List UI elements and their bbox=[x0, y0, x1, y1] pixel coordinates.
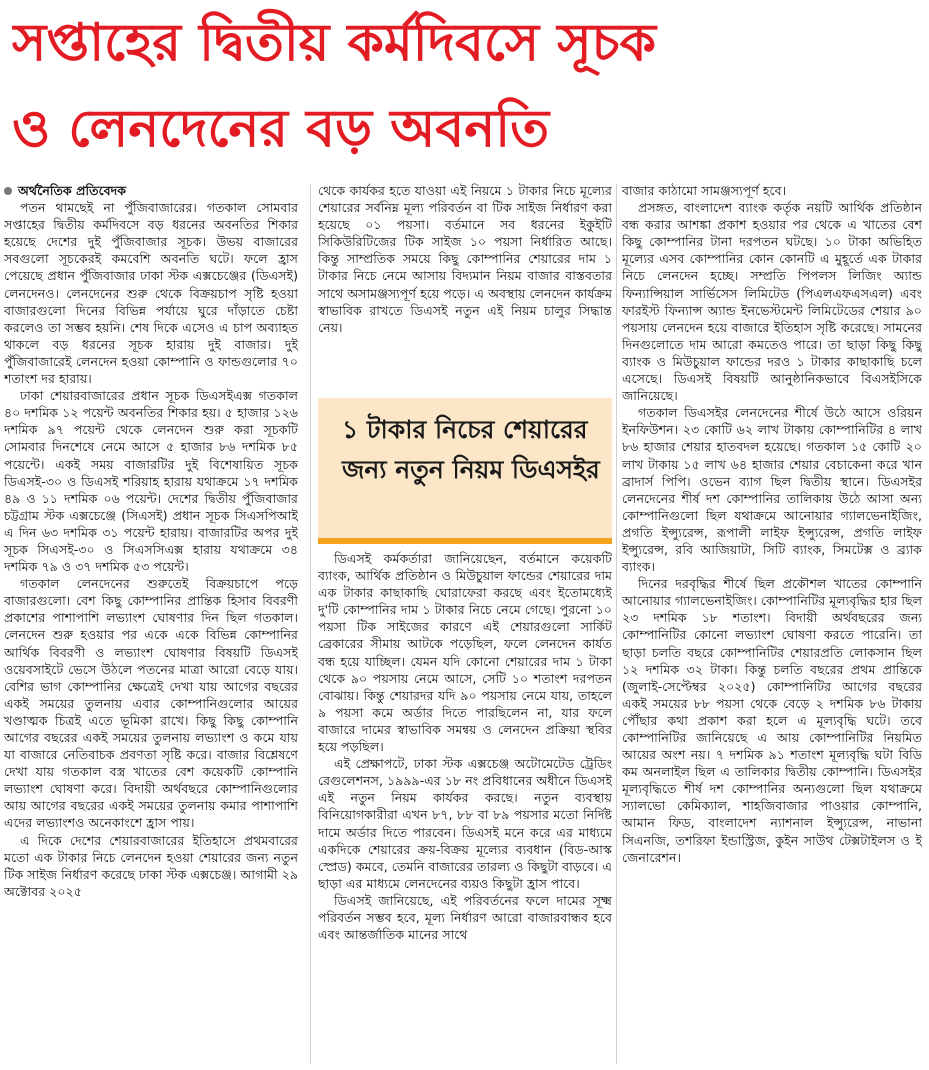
column-divider bbox=[616, 184, 617, 1064]
paragraph: ডিএসই জানিয়েছে, এই পরিবর্তনের ফলে দামের সূক্ষ্ম পরিবর্তন সম্ভব হবে, মূল্য নির্ধারণ আরো বাজারবান্ধব হবে এবং আন্তর্জাতিক মানের সাথে bbox=[318, 892, 612, 943]
headline bbox=[6, 0, 923, 180]
column-2-top-text bbox=[318, 182, 612, 336]
column-2-bottom-text bbox=[318, 550, 612, 1066]
paragraph: গতকাল ডিএসইর লেনদেনের শীর্ষে উঠে আসে ওরিয়ন ইনফিউশন। ২৩ কোটি ৬২ লাখ টাকায় কোম্পানিটির ৪ লাখ ৮৬ হাজার শেয়ার হাতবদল হয়েছে। গতকাল ১৫ কোটি ২০ লাখ টাকায় ১৫ লাখ ৬৪ হাজার শেয়ার বেচাকেনা করে খান ব্রাদার্স পিপি। ওভেন ব্যাগ ছিল দ্বিতীয় স্থানে। ডিএসইর লেনদেনের শীর্ষ দশ কোম্পানির তালিকায় উঠে আসা অন্য কোম্পানিগুলো ছিল যথাক্রমে আনোয়ার গ্যালভেনাইজিং, প্রগতি ইন্স্যুরেন্স, রূপালী লাইফ ইন্স্যুরেন্স, প্রগতি লাইফ ইন্স্যুরেন্স, রবি আজিয়াটা, সিটি ব্যাংক, সিমটেক্স ও ব্র্যাক ব্যাংক। bbox=[622, 405, 922, 575]
paragraph: এই প্রেক্ষাপটে, ঢাকা স্টক এক্সচেঞ্জ অটোমেটেড ট্রেডিং রেগুলেশনস, ১৯৯৯-এর ১৮ নং প্রবিধানের অধীনে ডিএসই এই নতুন নিয়ম কার্যকর করছে। নতুন ব্যবস্থায় বিনিয়োগকারীরা এখন ৮৭, ৮৮ বা ৮৯ পয়সার মতো নির্দিষ্ট দামে অর্ডার দিতে পারবেন। ডিএসই মনে করে এর মাধ্যমে একদিকে শেয়ারের ক্রয়-বিক্রয় মূল্যের ব্যবধান (বিড-আস্ক স্প্রেড) কমবে, তেমনি বাজারের তারল্য ও কিছুটা বাড়বে। এ ছাড়া এর মাধ্যমে লেনদেনের ব্যয়ও কিছুটা হ্রাস পাবে। bbox=[318, 756, 612, 891]
article-column-1 bbox=[4, 182, 298, 1066]
headline-line-1: সপ্তাহের দ্বিতীয় কর্মদিবসে সূচক bbox=[12, 13, 657, 73]
article-column-2 bbox=[318, 182, 612, 1066]
article-column-3 bbox=[622, 182, 922, 1066]
paragraph: প্রসঙ্গত, বাংলাদেশ ব্যাংক কর্তৃক নয়টি আর্থিক প্রতিষ্ঠান বন্ধ করার আশঙ্কা প্রকাশ হওয়ার পর থেকে এ খাতের বেশ কিছু কোম্পানির টানা দরপতন ঘটছে। ১০ টাকা অভিহিত মূল্যের এসব কোম্পানির কোন কোনটি এ মুহূর্তে এক টাকার নিচে লেনদেন হচ্ছে। সম্প্রতি পিপলস লিজিং অ্যান্ড ফিন্যান্সিয়াল সার্ভিসেস লিমিটেড (পিএলএফএসএল) এবং ফারইস্ট ফিন্যান্স অ্যান্ড ইনভেস্টমেন্ট লিমিটেডের শেয়ার ৯০ পয়সায় লেনদেন হয়ে বাজারে ইতিহাস সৃষ্টি করেছে। সামনের দিনগুলোতে দাম আরো কমতেও পারে। তা ছাড়া কিছু কিছু ব্যাংক ও মিউচুয়াল ফান্ডের দরও ১ টাকার কাছাকাছি চলে এসেছে। ডিএসই বিষয়টি আনুষ্ঠানিকভাবে বিএসইসিকে জানিয়েছে। bbox=[622, 200, 922, 404]
column-divider bbox=[310, 184, 311, 1064]
paragraph: বাজার কাঠামো সামঞ্জস্যপূর্ণ হবে। bbox=[622, 183, 787, 198]
paragraph: ঢাকা শেয়ারবাজারের প্রধান সূচক ডিএসইএক্স গতকাল ৪০ দশমিক ১২ পয়েন্ট অবনতির শিকার হয়। ৫ হাজার ১২৬ দশমিক ৯৭ পয়েন্ট থেকে লেনদেন শুরু করা সূচকটি সোমবার দিনশেষে নেমে আসে ৫ হাজার ৮৬ দশমিক ৮৫ পয়েন্টে। একই সময় বাজারটির দুই বিশেষায়িত সূচক ডিএসই-৩০ ও ডিএসই শরিয়াহ হারায় যথাক্রমে ১৭ দশমিক ৪৯ ও ১১ দশমিক ০৬ পয়েন্ট। দেশের দ্বিতীয় পুঁজিবাজার চট্টগ্রাম স্টক এক্সচেঞ্জে (সিএসই) প্রধান সূচক সিএসপিআই এ দিন ৬৩ দশমিক ৩১ পয়েন্ট হারায়। বাজারটির অপর দুই সূচক সিএসই-৩০ ও সিএসসিএক্স হারায় যথাক্রমে ৩৪ দশমিক ৭৯ ও ৩৭ দশমিক ৫৩ পয়েন্ট। bbox=[4, 388, 298, 575]
headline-line-2: ও লেনদেনের বড় অবনতি bbox=[12, 99, 550, 159]
subhead-title: ১ টাকার নিচের শেয়ারের জন্য নতুন নিয়ম ডিএসইর bbox=[342, 415, 600, 484]
paragraph: পতন থামছেই না পুঁজিবাজারের। গতকাল সোমবার সপ্তাহের দ্বিতীয় কর্মদিবসে বড় ধরনের অবনতির শিকার হয়েছে দেশের দুই পুঁজিবাজার সূচক। উভয় বাজারের সবগুলো সূচকেরই কমবেশি অবনতি ঘটে। ফলে হ্রাস পেয়েছে প্রধান পুঁজিবাজার ঢাকা স্টক এক্সচেঞ্জের (ডিএসই) লেনদেনও। লেনদেনের শুরু থেকে বিক্রয়চাপ সৃষ্টি হওয়া বাজারগুলো দিনের বিভিন্ন পর্যায়ে ঘুরে দাঁড়াতে চেষ্টা করলেও তা সম্ভব হয়নি। শেষ দিকে এসেও এ চাপ অব্যাহত থাকলে বড় ধরনের সূচক হারায় দুই বাজার। দুই পুঁজিবাজারেই লেনদেন হওয়া কোম্পানি ও ফান্ডগুলোর ৭০ শতাংশ দর হারায়। bbox=[4, 200, 298, 387]
paragraph: দিনের দরবৃদ্ধির শীর্ষে ছিল প্রকৌশল খাতের কোম্পানি আনোয়ার গ্যালভেনাইজিং। কোম্পানিটির মূল্যবৃদ্ধির হার ছিল ২৩ দশমিক ১৮ শতাংশ। বিদায়ী অর্থবছরের জন্য কোম্পানিটির কোনো লভ্যাংশ ঘোষণা করতে পারেনি। তা ছাড়া চলতি বছরে কোম্পানিটির শেয়ারপ্রতি লোকসান ছিল ১২ দশমিক ৩২ টাকা। কিন্তু চলতি বছরের প্রথম প্রান্তিকে (জুলাই-সেপ্টেম্বর ২০২৫) কোম্পানিটির আগের বছরের একই সময়ের ৮৮ পয়সা থেকে বেড়ে ২ দশমিক ৮৬ টাকায় পৌঁছার কথা প্রকাশ করা হলে এ মূল্যবৃদ্ধি ঘটে। তবে কোম্পানিটির জানিয়েছে এ আয় কোম্পানিটির নিয়মিত আয়ের অংশ নয়। ৭ দশমিক ৯১ শতাংশ মূল্যবৃদ্ধি ঘটা বিডি কম অনলাইল ছিল এ তালিকার দ্বিতীয় কোম্পানি। ডিএসইর মূল্যবৃদ্ধিতে শীর্ষ দশ কোম্পানির অন্যগুলো ছিল যথাক্রমে স্যালভো কেমিক্যাল, শাহজিবাজার পাওয়ার কোম্পানি, আমান ফিড, বাংলাদেশ ন্যাশনাল ইন্স্যুরেন্স, নাভানা সিএনজি, তশরিফা ইন্ডাস্ট্রিজ, কুইন সাউথ টেক্সটাইলস ও ই জেনারেশন। bbox=[622, 576, 922, 865]
subhead-box bbox=[318, 398, 612, 544]
byline-text: অর্থনৈতিক প্রতিবেদক bbox=[18, 183, 127, 198]
byline bbox=[4, 182, 298, 199]
bullet-icon bbox=[4, 187, 12, 195]
paragraph: ডিএসই কর্মকর্তারা জানিয়েছেন, বর্তমানে কয়েকটি ব্যাংক, আর্থিক প্রতিষ্ঠান ও মিউচুয়াল ফান্ডের শেয়ারের দাম এক টাকার কাছাকাছি ঘোরাফেরা করছে এবং ইতোমধ্যেই দু'টি কোম্পানির দাম ১ টাকার নিচে নেমে গেছে। পুরনো ১০ পয়সা টিক সাইজের কারণে এই শেয়ারগুলো সার্কিট ব্রেকারের সীমায় আটকে পড়েছিল, ফলে লেনদেন কার্যত বন্ধ হয়ে যাচ্ছিল। যেমন যদি কোনো শেয়ারের দাম ১ টাকা থেকে ৯০ পয়সায় নেমে আসে, সেটি ১০ শতাংশ দরপতন বোঝায়। কিন্তু শেয়ারদর যদি ৯০ পয়সায় নেমে যায়, তাহলে ৯ পয়সা কমে অর্ডার দিতে পারছিলেন না, যার ফলে বাজারে দামের স্বাভাবিক সমন্বয় ও লেনদেন প্রক্রিয়া স্থবির হয়ে পড়ছিল। bbox=[318, 551, 612, 755]
paragraph: এ দিকে দেশের শেয়ারবাজারের ইতিহাসে প্রথমবারের মতো এক টাকার নিচে লেনদেন হওয়া শেয়ারের জন্য নতুন টিক সাইজ নির্ধারণ করেছে ঢাকা স্টক এক্সচেঞ্জ। আগামী ২৯ অক্টোবর ২০২৫ bbox=[4, 832, 298, 899]
paragraph: গতকাল লেনদেনের শুরুতেই বিক্রয়চাপে পড়ে বাজারগুলো। বেশ কিছু কোম্পানির প্রান্তিক হিসাব বিবরণী প্রকাশের পাশাপাশি লভ্যাংশ ঘোষণার দিন ছিল গতকাল। লেনদেন শুরু হওয়ার পর একে একে বিভিন্ন কোম্পানির আর্থিক বিবরণী ও লভ্যাংশ ঘোষণার বিষয়টি ডিএসই ওয়েবসাইটে ভেসে উঠলে পতনের মাত্রা আরো বেড়ে যায়। বেশির ভাগ কোম্পানির ক্ষেত্রেই দেখা যায় আগের বছরের একই সময়ের তুলনায় এবার কোম্পানিগুলোর আয়ের খণ্ডাত্মক চিত্রই এতে ভূমিকা রাখে। কিছু কিছু কোম্পানি আগের বছরের একই সময়ের তুলনায় লভ্যাংশ ও কমে যায় যা বাজারে নেতিবাচক প্রবণতা সৃষ্টি করে। বাজার বিশ্লেষণে দেখা যায় গতকাল বস্ত্র খাতের বেশ কয়েকটি কোম্পানি লভ্যাংশ ঘোষণা করে। বিদায়ী অর্থবছরে কোম্পানিগুলোর আয় আগের বছরের একই সময়ের তুলনায় কমার পাশাপাশি এদের লভ্যাংশও অনেকাংশে হ্রাস পায়। bbox=[4, 576, 298, 831]
paragraph: থেকে কার্যকর হতে যাওয়া এই নিয়মে ১ টাকার নিচে মূল্যের শেয়ারের সর্বনিম্ন মূল্য পরিবর্তন বা টিক সাইজ নির্ধারণ করা হয়েছে ০১ পয়সা। বর্তমানে সব ধরনের ইকুইটি সিকিউরিটিজের টিক সাইজ ১০ পয়সা নির্ধারিত আছে। কিন্তু সাম্প্রতিক সময়ে কিছু কোম্পানির শেয়ারের দাম ১ টাকার নিচে নেমে আসায় বিদ্যমান নিয়ম বাজার বাস্তবতার সাথে অসামঞ্জস্যপূর্ণ হয়ে পড়ে। এ অবস্থায় লেনদেন কার্যক্রম স্বাভাবিক রাখতে ডিএসই নতুন এই নিয়ম চালুর সিদ্ধান্ত নেয়। bbox=[318, 183, 612, 335]
